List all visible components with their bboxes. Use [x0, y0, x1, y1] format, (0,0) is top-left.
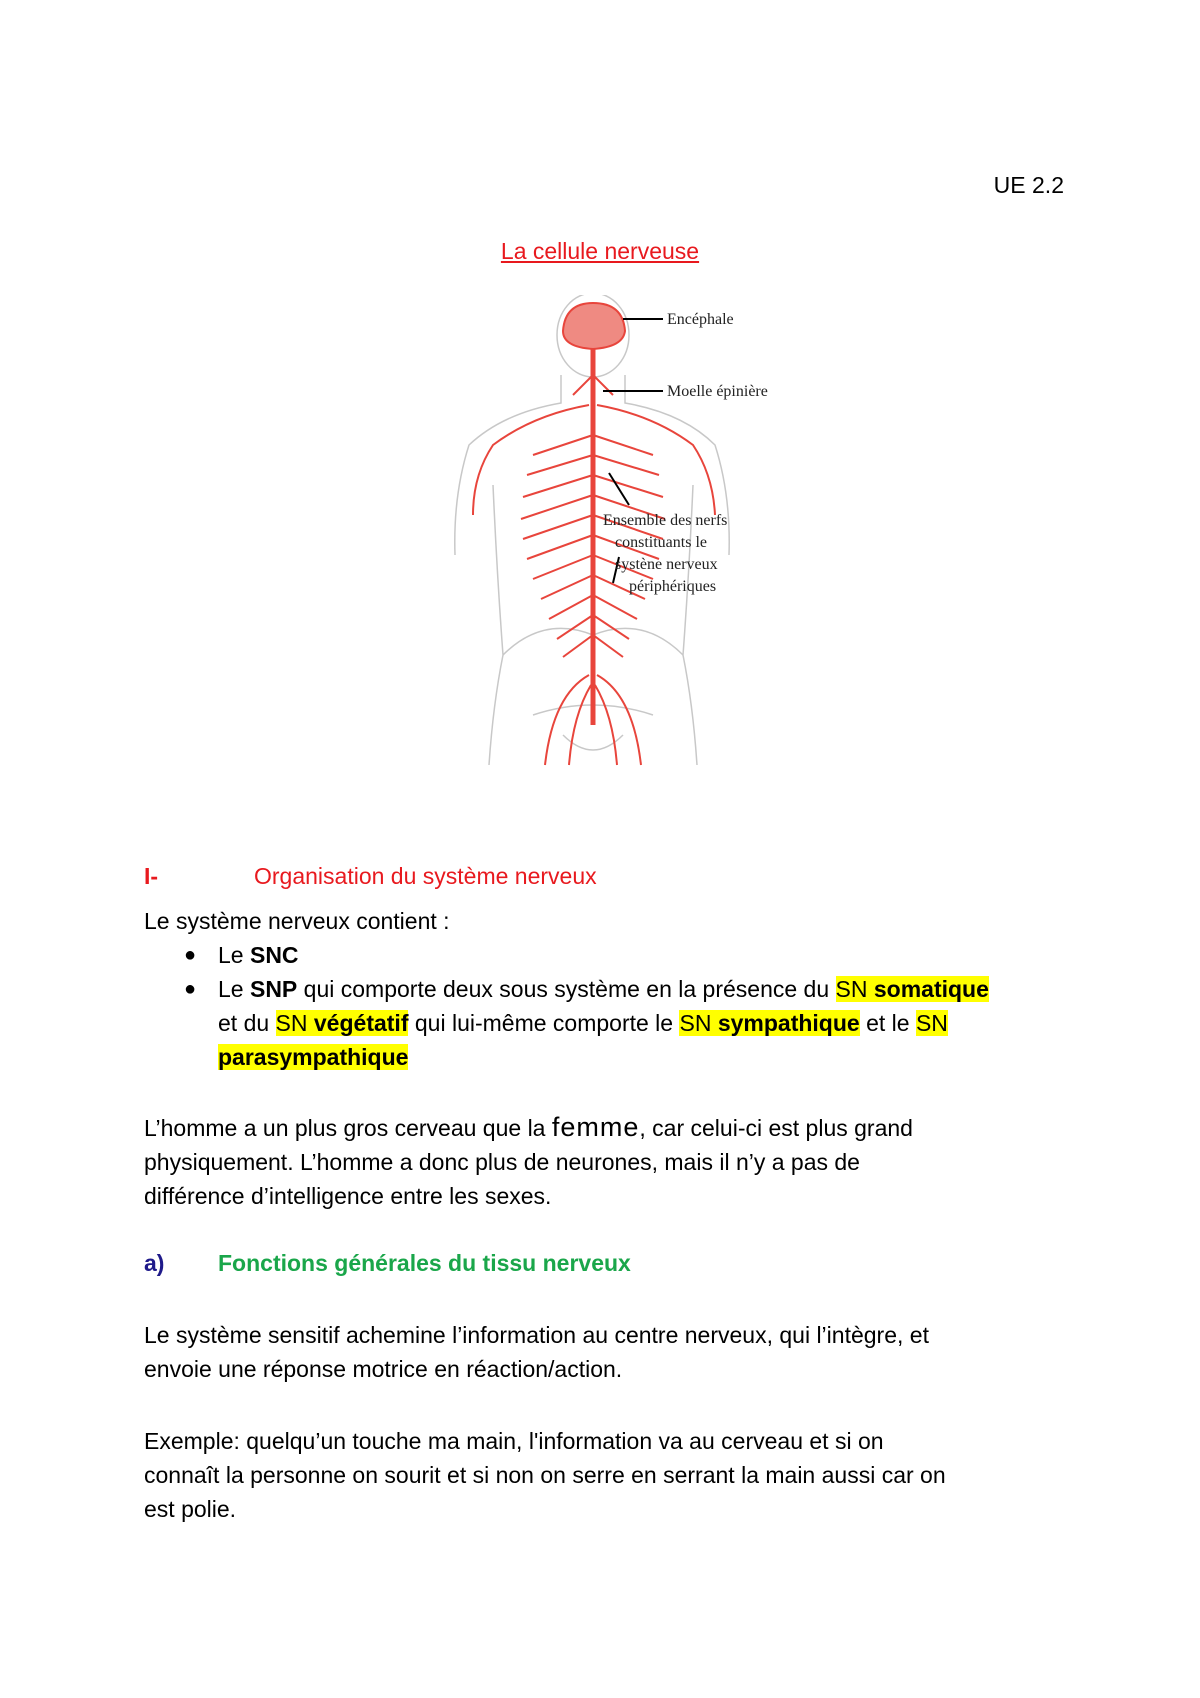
highlight: SN somatique — [835, 976, 989, 1002]
subsection-label: a) — [144, 1250, 165, 1276]
label-nerves-4: périphériques — [629, 578, 717, 595]
highlight: SN sympathique — [679, 1010, 860, 1036]
intro-text: Le système nerveux contient : — [144, 908, 450, 934]
bullet-icon: ● — [184, 944, 197, 966]
bullet2-text: et du — [218, 1010, 276, 1036]
label-nerves-2: constituants le — [615, 534, 707, 551]
bullet2-bold: SNP — [249, 976, 298, 1002]
paragraph: Exemple: quelqu’un touche ma main, l'information va au cerveau et si on connaît la personne on sourit et si non on serre en serrant la main aussi car on est polie. — [144, 1428, 946, 1522]
label-encephale: Encéphale — [667, 311, 734, 328]
highlight: SN végétatif — [275, 1010, 409, 1036]
bullet2-text: Le — [218, 976, 250, 1002]
bullet-icon: ● — [184, 978, 197, 1000]
section-heading — [144, 863, 597, 890]
bullet2-text: qui lui-même comporte le — [408, 1010, 680, 1036]
bullet2-text: et le — [859, 1010, 916, 1036]
bullet2-text: qui comporte deux sous système en la présence du — [297, 976, 836, 1002]
label-nerves-1: Ensemble des nerfs — [603, 512, 728, 529]
list-item — [184, 938, 1108, 972]
section-number: I- — [144, 863, 159, 889]
list-item — [184, 972, 1078, 1074]
highlight: parasympathique — [218, 1044, 409, 1070]
section-title: Organisation du système nerveux — [254, 863, 597, 889]
page-title: La cellule nerveuse — [500, 238, 700, 264]
bullet1-text: Le — [218, 942, 250, 968]
subsection-title: Fonctions générales du tissu nerveux — [218, 1250, 631, 1276]
paragraph: L’homme a un plus gros cerveau que la femme, car celui-ci est plus grand physiquement. L’homme a donc plus de neurones, mais il n’y a pas de différence d’intelligence entre les sexes. — [144, 1112, 913, 1209]
label-moelle: Moelle épinière — [667, 383, 768, 400]
subsection-heading — [144, 1250, 631, 1277]
nervous-system-illustration — [433, 295, 769, 767]
nervous-system-figure — [433, 295, 769, 767]
course-code: UE 2.2 — [993, 172, 1064, 198]
label-nerves-3: systène nerveux — [615, 556, 718, 573]
bullet1-bold: SNC — [249, 942, 299, 968]
highlight: SN — [915, 1010, 948, 1036]
paragraph: Le système sensitif achemine l’information au centre nerveux, qui l’intègre, et envoie une réponse motrice en réaction/action. — [144, 1322, 929, 1382]
